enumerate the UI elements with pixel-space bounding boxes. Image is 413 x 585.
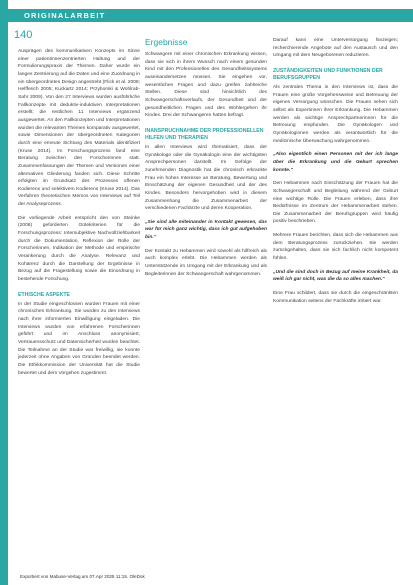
section-header-bar bbox=[8, 9, 413, 22]
text-column-2 bbox=[145, 37, 267, 284]
paragraph: Der Kontakt zu Hebammen wird sowohl als hilfreich als auch komplex erlebt. Die Hebammen werden als Unterstützende im Umgang mit der Erkrankung und als Begleiterinnen der Schwangerschaft wahrgenommen. bbox=[145, 248, 267, 277]
paragraph: In allen Interviews wird thematisiert, dass der Gynäkologe oder die Gynäkologin eine der wichtigsten Ansprechpersonen darstellt. Im Gefolge der zunehmenden Diagnostik hat die chronisch erkrankte Frau ein hohes Interesse an Beratung, Bewertung und Einschätzung der eigenen Gesundheit und der des Kindes. Besonders hervorgehoben wird in diesem Zusammenhang die Zusammenarbeit der verschiedenen Fachärzte und deren Kooperation. bbox=[145, 144, 267, 212]
quote: „Sie sind alle miteinander in Kontakt gewesen, das war für mich ganz wichtig, dass ich gut aufgehoben bin." bbox=[145, 219, 267, 241]
paragraph: Die vorliegende Arbeit entspricht den von Steinke (2008) geforderten Gütekriterien für die Forschungsprozess: Intersubjektive Nachvollziehbarkeit durch die Dokumentation, Reflexion der Rolle der Forscherinnen, Indikation der Methode und empirische Verankerung durch die Analyse. Relevanz und Kohärenz durch die Darstellung der Ergebnisse in Bezug auf die Fragestellung sowie die Einordnung in bestehende Forschung. bbox=[18, 215, 140, 283]
footer-note: Exportiert von Mabuse-Verlag am 07.Apr 2025 11:15. OleDok bbox=[20, 574, 145, 579]
quote: „Also eigentlich einen Personen mit der ich lange über die Erkrankung und die Geburt sprechen konnte." bbox=[273, 152, 398, 173]
paragraph: Schwangere mit einer chronischen Erkrankung wissen, dass sie sich in ihrem Wunsch nach einem gesunden Kind mit den Professionellen des Gesundheitssystems auseinandersetzen müssen. Sie eingehen vor, wesentlichen Fragen und dazu greifen zahlreiche Stellen. Diese sind hinsichtlich des Schwangerschaftsverlaufs, der Gesundheit und der gesundheitlichen Fragen und des Wohlergehen ihr Kindes. Drei der Schwangeren hatten befragt. bbox=[145, 52, 267, 119]
text-column-3 bbox=[273, 37, 398, 311]
accent-sidebar bbox=[0, 0, 8, 585]
text-column-1 bbox=[18, 48, 140, 383]
results-heading: Ergebnisse bbox=[145, 37, 188, 47]
paragraph: In der Studie eingeschlossen wurden Frauen mit einer chronischen Erkrankung. Sie wurden zu den Interviews nach ihrer informierten Einwilligung eingeladen. Die Interviews wurden von erfahrenen Forscherinnen geführt und im Anschluss anonymisiert, Vertrauensschutz und Datensicherheit wurden beachtet. Die Teilnahme an der Studie war freiwillig, sie konnte jederzeit ohne Angaben von Gründen beendet werden. Die Ethikkommission der Universität hat die Studie bewertet und dem Vorgehen zugestimmt. bbox=[18, 301, 140, 376]
paragraph: Darauf kann eine Unterversorgung hinzeigen; recherchierende Angebote auf den Austausch und den Umgang mit dem Neugeborenen reduzieren. bbox=[273, 38, 398, 59]
page-number: 140 bbox=[14, 29, 33, 41]
paragraph: Ausprägen des kommunikativen Konzepts im Sinne einer patientinnenzentrierten Haltung und der Formulierungspraxis der Themen. Daher wurde ein langes Zentrierung auf die Daten und eine Zuordnung in ein übergeordnetes Design angestrebt (Flick et al. 2008; Helfferich 2005; Kuckartz 2014; Przyborski & Wohlrab-Sahr 2009). Von den 27 Interviews wurden ausführliche Fallkonzepte mit deduktiv-induktiven Interpretationen erstellt; die restlichen 11 Interviews ergänzend ausgewertet. An den Fallkonzepten und Interpretationen wurden die relevanten Themen komparativ ausgewertet, sowie Dimensionen der übergeordneten Kategorien durch eine erneute Sichtung des Materials identifiziert (Kruse 2014). Im Forschungsprozess fand eine Beratung zwischen den Forscherinnen statt. Zusammenfassungen der Themen und Versionen einer alternativen Gliederung fanden sich. Diese Schritte erfolgten im Grundsatz des Prozesses offenen Kodierens und selektivem Kodierens (Kruse 2014). Das Verfahren theoretischen Memos von Interviews auf Teil der Analyseprozess. bbox=[18, 49, 140, 208]
quote: „Und die sind doch in Bezug auf meine Krankheit, da weiß ich gar nicht, was die da so alles machen." bbox=[273, 269, 398, 283]
paragraph: Als zentrales Thema in den Interviews ist, dass die Frauen eine große Vorgehensweise und Betreuung der eigenen Versorgung wünschen. Die Frauen sehen sich selbst als Expertinnen ihrer Erkrankung. Die Hebammen werden als wichtige Ansprechpartnerinnen für die Betreuung empfunden. Die Gynäkologen und Gynäkologinnen werden als verantwortlich für die medizinische Überwachung wahrgenommen. bbox=[273, 84, 398, 144]
section-label: ORIGINALARBEIT bbox=[24, 11, 106, 20]
subsection-heading: ZUSTÄNDIGKEITEN UND FUNKTIONEN DER BERUFSGRUPPEN bbox=[273, 67, 383, 81]
paragraph: Den Hebammen nach Einschätzung der Frauen hat die Schwangerschaft und Begleitung während der Geburt eine wichtige Rolle. Die Frauen erleben, dass ihre Bedürfnisse im Zentrum der Hebammenarbeit stehen. Die Zusammenarbeit der Berufsgruppen wird häufig positiv beschrieben. bbox=[273, 181, 398, 225]
subsection-heading: INANSPRUCHNAHME DER PROFESSIONELLEN HILFEN UND THERAPIEN bbox=[145, 127, 264, 141]
paragraph: Eine Frau schildert, dass sie durch die eingeschränkten Kommunikation seitens der Fachkräfte irritiert war. bbox=[273, 291, 398, 304]
paragraph: Mehrere Frauen berichten, dass sich die Hebammen aus dem Beratungsprozess zurückziehen. Sie werden zurückgehalten, dass sie sich fachlich nicht kompetent fühlen. bbox=[273, 233, 398, 262]
ethics-heading: ETHISCHE ASPEKTE bbox=[18, 291, 70, 298]
